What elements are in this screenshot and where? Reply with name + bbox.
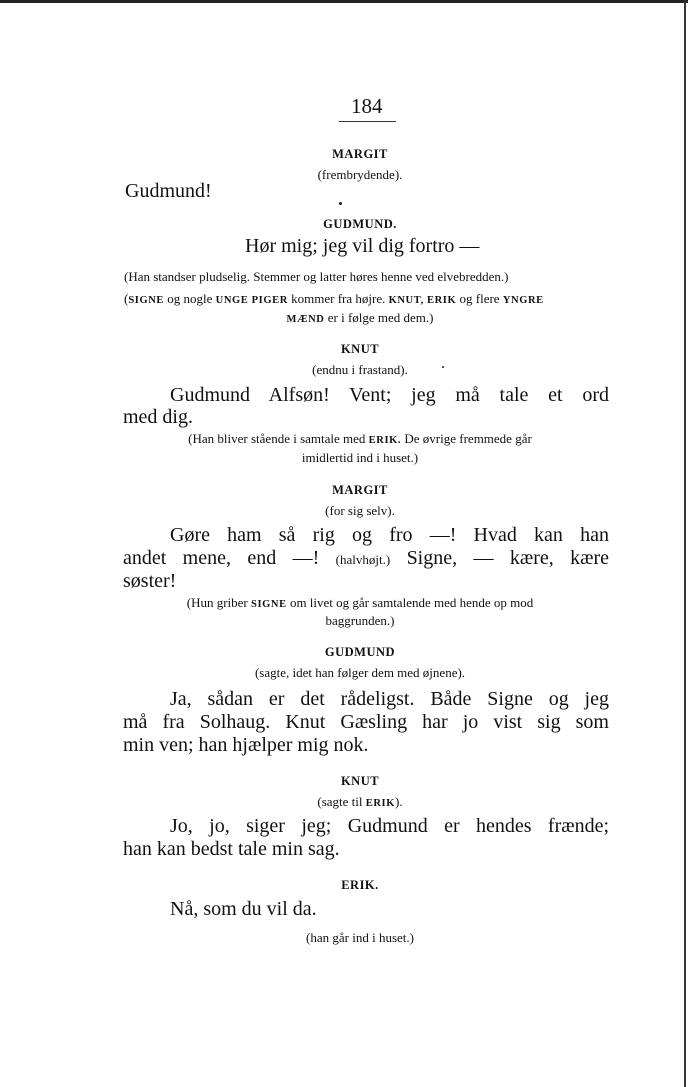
page-number-rule xyxy=(339,121,396,122)
dialogue-knut-2-line-1: Jo, jo, siger jeg; Gudmund er hendes frænde; xyxy=(170,815,609,837)
stage-direction-2-cont: MÆND er i følge med dem.) xyxy=(286,310,434,325)
dialogue-margit-1: Gudmund! xyxy=(125,180,212,202)
dialogue-gudmund-1: Hør mig; jeg vil dig fortro — xyxy=(245,235,480,257)
page-number: 184 xyxy=(351,94,383,118)
stage-direction-3: (Han bliver stående i samtale med ERIK. De øvrige fremmede går xyxy=(188,431,532,446)
dialogue-knut-1-line-2: med dig. xyxy=(123,406,193,428)
page-edge-right xyxy=(684,0,686,1087)
dialogue-knut-2-line-2: han kan bedst tale min sag. xyxy=(123,838,340,860)
page-edge-top xyxy=(0,0,688,3)
speaker-knut-1: KNUT xyxy=(340,342,380,356)
stage-direction-4-cont: baggrunden.) xyxy=(325,613,395,628)
dialogue-margit-2-line-2: andet mene, end —! (halvhøjt.) Signe, — kære, kære xyxy=(123,547,609,569)
direction-knut-2: (sagte til ERIK). xyxy=(317,794,403,809)
direction-margit-1: (frembrydende). xyxy=(317,167,403,182)
stage-direction-3-cont: imidlertid ind i huset.) xyxy=(301,450,419,465)
dialogue-gudmund-2-line-3: min ven; han hjælper mig nok. xyxy=(123,734,369,756)
speaker-margit-2: MARGIT xyxy=(332,483,388,497)
dialogue-knut-1-line-1: Gudmund Alfsøn! Vent; jeg må tale et ord xyxy=(170,384,609,406)
speaker-gudmund-2: GUDMUND xyxy=(324,645,396,659)
print-speck xyxy=(339,202,342,205)
dialogue-gudmund-2-line-1: Ja, sådan er det rådeligst. Både Signe og jeg xyxy=(170,688,609,710)
stage-direction-2: (SIGNE og nogle UNGE PIGER kommer fra højre. KNUT, ERIK og flere YNGRE xyxy=(124,291,544,306)
dialogue-margit-2-line-3: søster! xyxy=(123,570,177,592)
dialogue-gudmund-2-line-2: må fra Solhaug. Knut Gæsling har jo vist sig som xyxy=(123,711,609,733)
stage-direction-1: (Han standser pludselig. Stemmer og latter høres henne ved elvebredden.) xyxy=(124,269,509,284)
speaker-knut-2: KNUT xyxy=(340,774,380,788)
stage-direction-4: (Hun griber SIGNE om livet og går samtalende med hende op mod xyxy=(186,595,534,610)
dialogue-margit-2-line-1: Gøre ham så rig og fro —! Hvad kan han xyxy=(170,524,609,546)
print-speck xyxy=(442,366,444,368)
direction-erik: (han går ind i huset.) xyxy=(306,930,414,945)
dialogue-erik: Nå, som du vil da. xyxy=(170,898,317,920)
direction-gudmund-2: (sagte, idet han følger dem med øjnene). xyxy=(254,665,466,680)
speaker-erik: ERIK. xyxy=(341,878,379,892)
direction-margit-2: (for sig selv). xyxy=(325,503,395,518)
speaker-gudmund-1: GUDMUND. xyxy=(323,217,397,231)
speaker-margit-1: MARGIT xyxy=(332,147,388,161)
direction-knut-1: (endnu i frastand). xyxy=(312,362,408,377)
